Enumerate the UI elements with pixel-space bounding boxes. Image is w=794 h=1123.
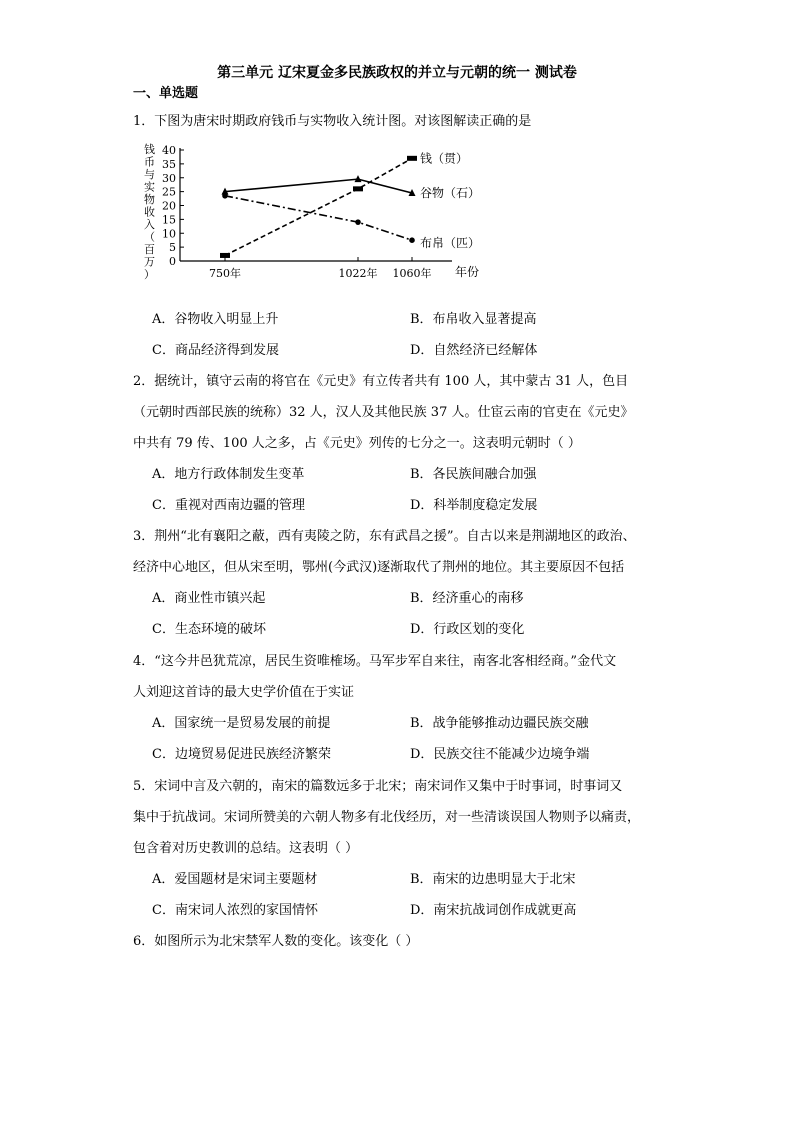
question-3-line-2: 经济中心地区，但从宋至明，鄂州(今武汉)逐渐取代了荆州的地位。其主要原因不包括: [133, 560, 625, 575]
question-1-line-1: 1．下图为唐宋时期政府钱币与实物收入统计图。对该图解读正确的是: [133, 114, 532, 129]
q1-option-d[interactable]: D．自然经济已经解体: [410, 343, 538, 358]
q3-option-d[interactable]: D．行政区划的变化: [410, 622, 525, 637]
data-point: [407, 156, 417, 161]
question-3-line-1: 3．荆州“北有襄阳之蔽，西有夷陵之防，东有武昌之援”。自古以来是荆湖地区的政治、: [133, 529, 636, 544]
data-point: [355, 219, 361, 225]
y-tick-label: 5: [169, 241, 176, 255]
q3-option-a[interactable]: A．商业性市镇兴起: [152, 591, 266, 606]
section-heading: 一、单选题: [133, 86, 199, 101]
question-6-line-1: 6．如图所示为北宋禁军人数的变化。该变化（ ）: [133, 934, 419, 949]
q1-option-b[interactable]: B．布帛收入显著提高: [410, 312, 537, 327]
y-tick-label: 0: [169, 255, 176, 268]
question-5-line-2: 集中于抗战词。宋词所赞美的六朝人物多有北伐经历，对一些清谈误国人物则予以痛责，: [133, 810, 641, 825]
q5-option-a[interactable]: A．爱国题材是宋词主要题材: [152, 872, 318, 887]
y-tick-label: 15: [162, 213, 176, 227]
q1-option-c[interactable]: C．商品经济得到发展: [152, 343, 279, 358]
q3-option-b[interactable]: B．经济重心的南移: [410, 591, 524, 606]
q1-option-a[interactable]: A．谷物收入明显上升: [152, 312, 279, 327]
data-point: [220, 253, 230, 258]
y-axis-label-char: 币: [144, 155, 155, 169]
q4-option-a[interactable]: A．国家统一是贸易发展的前提: [152, 716, 331, 731]
series-line: [225, 196, 412, 240]
q4-option-c[interactable]: C．边境贸易促进民族经济繁荣: [152, 747, 331, 762]
series-label: 谷物（石）: [420, 186, 481, 201]
y-tick-label: 10: [162, 227, 176, 241]
y-axis-label-char: 与: [144, 168, 155, 181]
question-2-line-3: 中共有 79 传、100 人之多，占《元史》列传的七分之一。这表明元朝时（ ）: [133, 436, 581, 451]
question-5-line-1: 5．宋词中言及六朝的，南宋的篇数远多于北宋；南宋词作又集中于时事词，时事词又: [133, 779, 623, 794]
q4-option-b[interactable]: B．战争能够推动边疆民族交融: [410, 716, 589, 731]
y-tick-label: 30: [162, 171, 176, 185]
series-line: [225, 179, 412, 193]
question-4-line-2: 人刘迎这首诗的最大史学价值在于实证: [133, 685, 355, 700]
q4-option-d[interactable]: D．民族交往不能减少边境争端: [410, 747, 590, 762]
income-line-chart: [140, 140, 500, 285]
question-2-line-1: 2．据统计，镇守云南的将官在《元史》有立传者共有 100 人，其中蒙古 31 人，色目: [133, 374, 629, 389]
q2-option-d[interactable]: D．科举制度稳定发展: [410, 498, 538, 513]
x-tick-label: 1060年: [392, 267, 432, 280]
question-4-line-1: 4．“这今井邑犹荒凉，居民生资唯榷场。马军步军自来往，南客北客相经商。”金代文: [133, 654, 617, 669]
question-2-line-2: （元朝时西部民族的统称）32 人，汉人及其他民族 37 人。仕宦云南的官吏在《元史》: [133, 405, 634, 420]
data-point: [409, 237, 415, 243]
q2-option-c[interactable]: C．重视对西南边疆的管理: [152, 498, 305, 513]
y-tick-label: 40: [162, 144, 176, 157]
y-axis-label-char: 钱: [144, 143, 155, 156]
y-axis-label-char: （: [144, 230, 155, 244]
q5-option-d[interactable]: D．南宋抗战词创作成就更高: [410, 903, 577, 918]
y-tick-label: 20: [162, 199, 176, 213]
q3-option-c[interactable]: C．生态环境的破坏: [152, 622, 266, 637]
y-axis-label-char: ）: [144, 268, 155, 281]
y-tick-label: 35: [162, 157, 176, 171]
y-axis-label-char: 百: [144, 243, 155, 256]
y-axis-label-char: 实: [144, 180, 155, 194]
q5-option-c[interactable]: C．南宋词人浓烈的家国情怀: [152, 903, 318, 918]
y-axis-label-char: 物: [144, 193, 155, 206]
series-label: 布帛（匹）: [420, 236, 481, 251]
q2-option-b[interactable]: B．各民族间融合加强: [410, 467, 537, 482]
x-axis-label: 年份: [455, 265, 480, 279]
x-tick-label: 750年: [209, 267, 241, 280]
x-tick-label: 1022年: [338, 267, 378, 280]
series-line: [225, 158, 412, 255]
y-axis-label: [144, 142, 155, 281]
q2-option-a[interactable]: A．地方行政体制发生变革: [152, 467, 305, 482]
series-label: 钱（贯）: [420, 151, 469, 166]
q5-option-b[interactable]: B．南宋的边患明显大于北宋: [410, 872, 576, 887]
question-5-line-3: 包含着对历史教训的总结。这表明（ ）: [133, 841, 359, 856]
data-point: [353, 186, 363, 191]
y-axis-label-char: 收: [144, 205, 155, 219]
y-tick-label: 25: [162, 185, 176, 199]
y-axis-label-char: 入: [144, 218, 155, 231]
y-axis-label-char: 万: [144, 255, 155, 269]
page-title: 第三单元 辽宋夏金多民族政权的并立与元朝的统一 测试卷: [217, 65, 577, 81]
data-point: [222, 193, 228, 199]
